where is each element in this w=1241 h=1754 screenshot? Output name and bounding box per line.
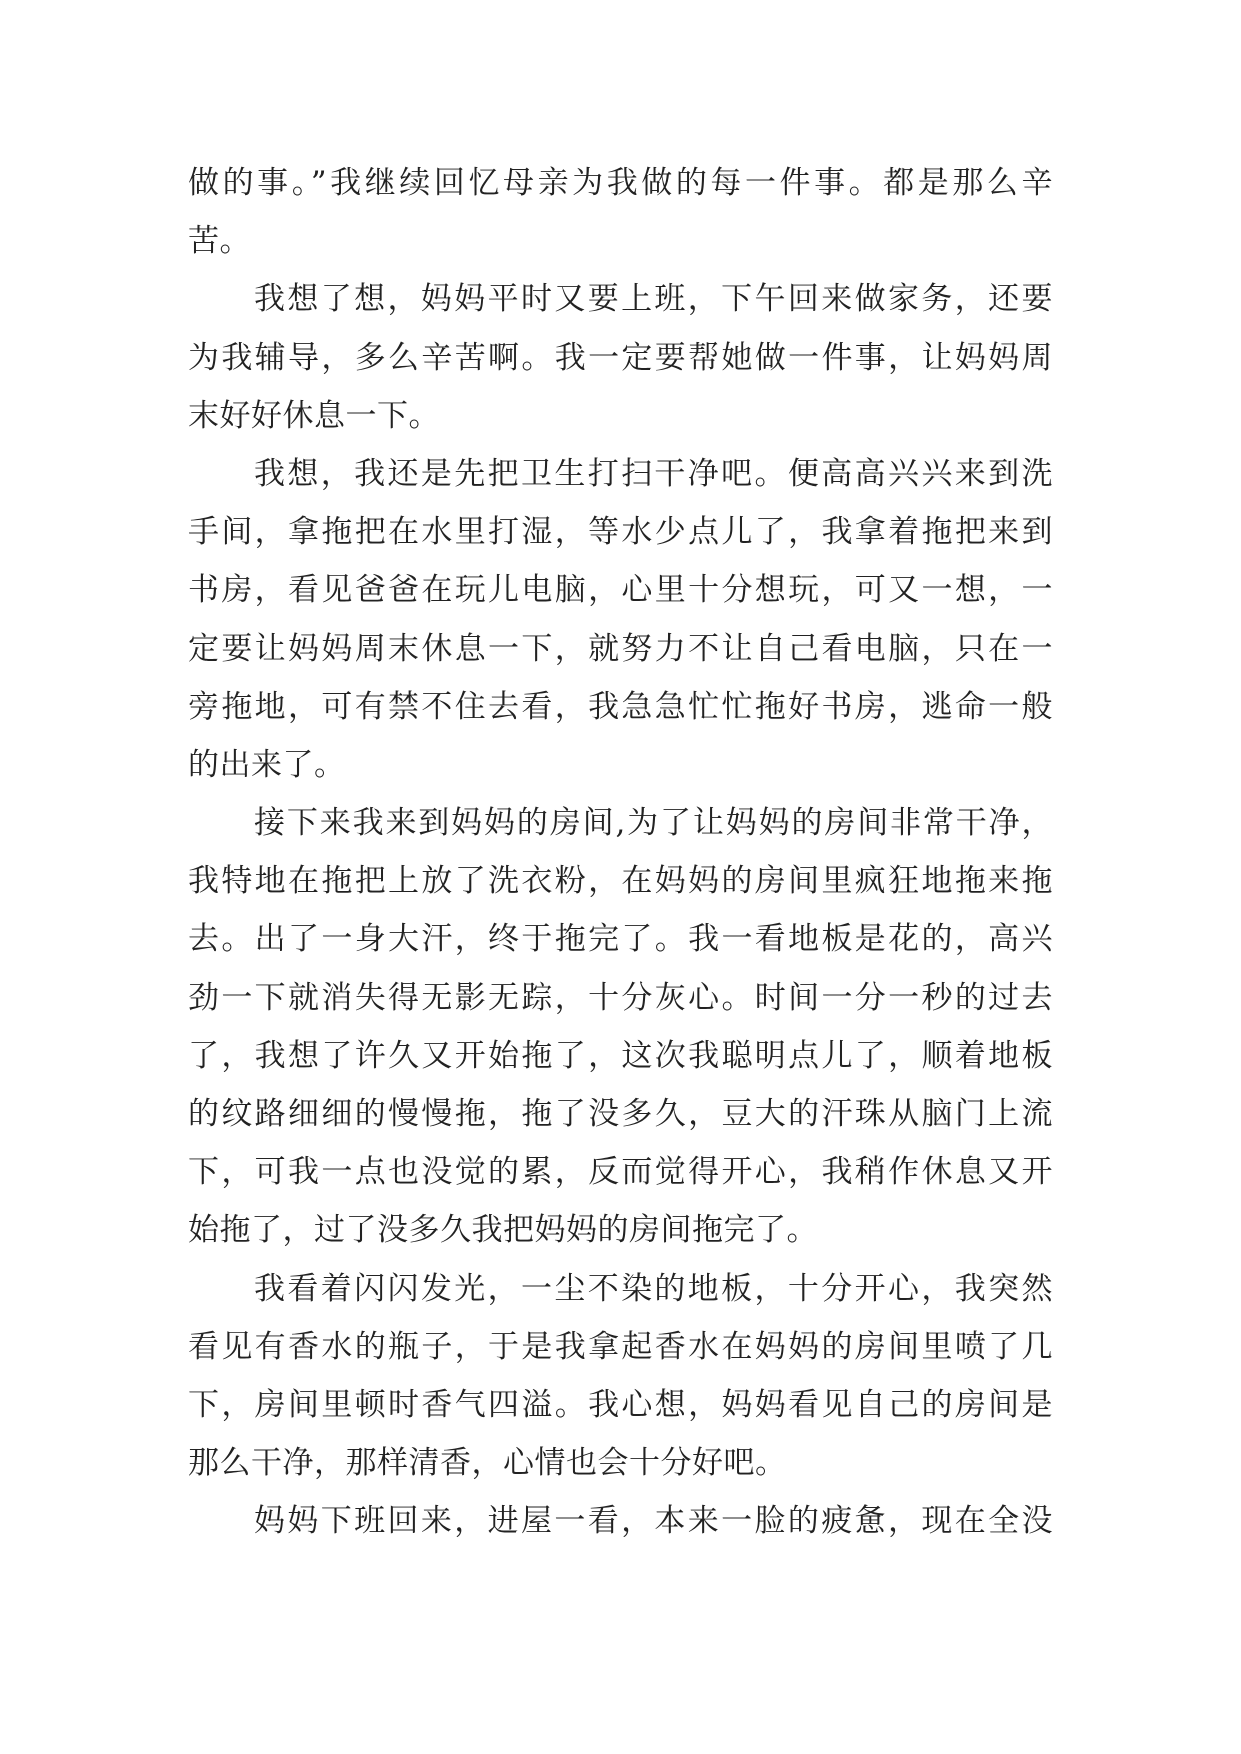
text-line: 做的事。”我继续回忆母亲为我做的每一件事。都是那么辛 <box>188 165 1053 201</box>
text-line: 了，我想了许久又开始拖了，这次我聪明点儿了，顺着地板 <box>188 1037 1053 1074</box>
text-line: 看见有香水的瓶子，于是我拿起香水在妈妈的房间里喷了几 <box>188 1328 1053 1365</box>
text-line: 我看着闪闪发光，一尘不染的地板，十分开心，我突然 <box>254 1270 1053 1307</box>
text-line: 我特地在拖把上放了洗衣粉，在妈妈的房间里疯狂地拖来拖 <box>188 863 1053 900</box>
text-line: 定要让妈妈周末休息一下，就努力不让自己看电脑，只在一 <box>188 630 1053 667</box>
text-line: 我想了想，妈妈平时又要上班，下午回来做家务，还要 <box>254 281 1053 318</box>
text-line: 接下来我来到妈妈的房间,为了让妈妈的房间非常干净， <box>254 805 1053 842</box>
text-line: 书房，看见爸爸在玩儿电脑，心里十分想玩，可又一想，一 <box>188 572 1053 609</box>
text-line: 为我辅导，多么辛苦啊。我一定要帮她做一件事，让妈妈周 <box>188 339 1053 376</box>
text-line: 苦。 <box>188 223 251 260</box>
text-line: 的纹路细细的慢慢拖，拖了没多久，豆大的汗珠从脑门上流 <box>188 1096 1053 1132</box>
text-line: 末好好休息一下。 <box>188 397 440 434</box>
essay-body <box>188 154 1053 1551</box>
text-line: 那么干净，那样清香，心情也会十分好吧。 <box>188 1445 787 1482</box>
text-line: 旁拖地，可有禁不住去看，我急急忙忙拖好书房，逃命一般 <box>188 688 1053 725</box>
text-line: 劲一下就消失得无影无踪，十分灰心。时间一分一秒的过去 <box>188 979 1053 1016</box>
text-line: 始拖了，过了没多久我把妈妈的房间拖完了。 <box>188 1212 818 1249</box>
text-line: 妈妈下班回来，进屋一看，本来一脸的疲惫，现在全没 <box>254 1503 1053 1540</box>
text-line: 下，可我一点也没觉的累，反而觉得开心，我稍作休息又开 <box>188 1154 1053 1191</box>
text-line: 下，房间里顿时香气四溢。我心想，妈妈看见自己的房间是 <box>188 1386 1053 1423</box>
text-line: 手间，拿拖把在水里打湿，等水少点儿了，我拿着拖把来到 <box>188 514 1053 551</box>
text-line: 我想，我还是先把卫生打扫干净吧。便高高兴兴来到洗 <box>254 455 1053 492</box>
text-line: 去。出了一身大汗，终于拖完了。我一看地板是花的，高兴 <box>188 921 1053 958</box>
text-line: 的出来了。 <box>188 746 346 783</box>
